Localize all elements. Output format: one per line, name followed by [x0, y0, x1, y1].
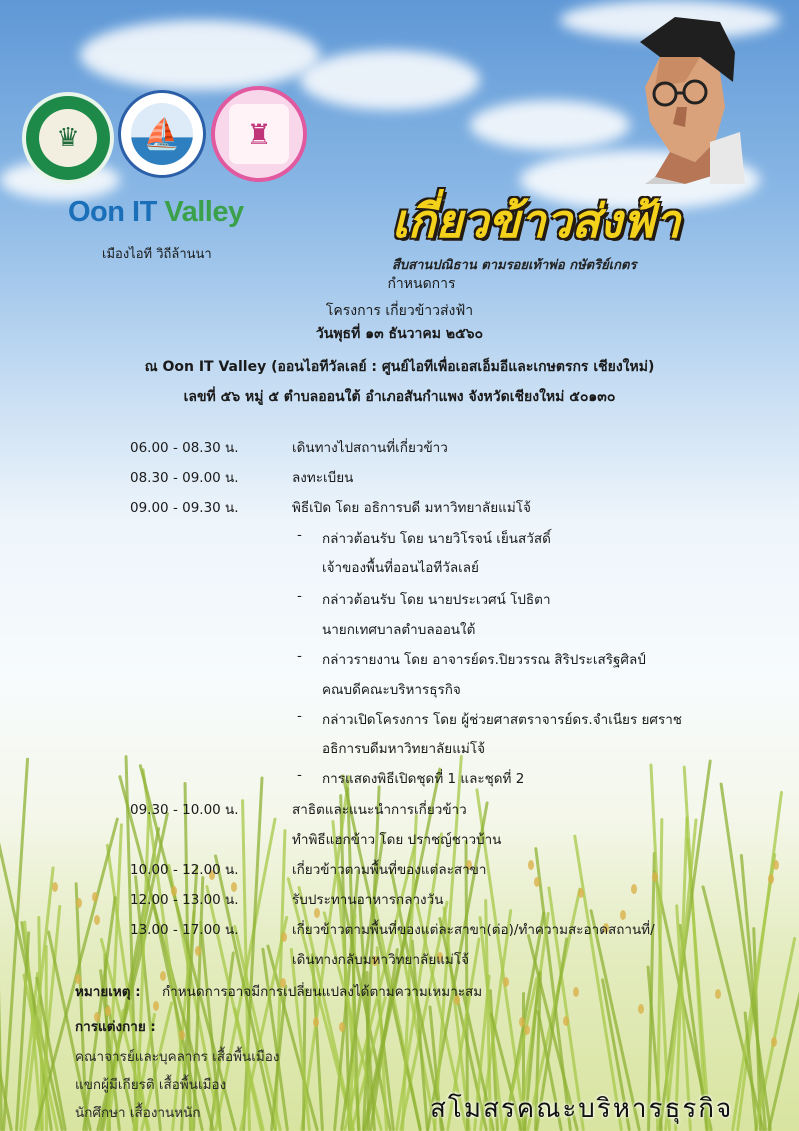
dress-code-item: แขกผู้มีเกียรติ เสื้อพื้นเมือง: [75, 1077, 227, 1093]
rice-grain: [768, 874, 774, 884]
dress-code-item: นักศึกษา เสื้องานหนัก: [75, 1105, 201, 1121]
rice-grain: [773, 860, 779, 870]
schedule-time: 06.00 - 08.30 น.: [130, 440, 239, 456]
rice-grain: [563, 1016, 569, 1026]
schedule-activity: รับประทานอาหารกลางวัน: [292, 892, 444, 908]
schedule-activity: พิธีเปิด โดย อธิการบดี มหาวิทยาลัยแม่โจ้: [292, 500, 531, 516]
schedule-time: 13.00 - 17.00 น.: [130, 922, 239, 938]
grass-blade: [573, 834, 623, 1131]
note-label: หมายเหตุ :: [75, 984, 141, 1000]
list-bullet: -: [297, 648, 302, 664]
dress-code-item: คณาจารย์และบุคลากร เสื้อพื้นเมือง: [75, 1049, 280, 1065]
grass-blade: [664, 818, 698, 1131]
opening-item-role: คณบดีคณะบริหารธุรกิจ: [322, 682, 461, 698]
opening-item: การแสดงพิธีเปิดชุดที่ 1 และชุดที่ 2: [322, 771, 525, 787]
opening-item: กล่าวรายงาน โดย อาจารย์ดร.ปิยวรรณ สิริประเสริฐศิลป์: [322, 652, 646, 668]
dress-code-label: การแต่งกาย :: [75, 1019, 156, 1035]
list-bullet: -: [297, 588, 302, 604]
brand-subtitle: เมืองไอที วิถีล้านนา: [102, 247, 212, 262]
rice-grain: [573, 987, 579, 997]
elephant-icon: ♜: [229, 104, 289, 164]
on-tai-municipality-logo: [211, 86, 307, 182]
rice-grain: [631, 884, 637, 894]
rice-grain: [519, 1017, 525, 1027]
cloud: [470, 100, 630, 150]
event-title: เกี่ยวข้าวส่งฟ้า: [392, 194, 681, 248]
schedule-time: 12.00 - 13.00 น.: [130, 892, 239, 908]
opening-item-role: อธิการบดีมหาวิทยาลัยแม่โจ้: [322, 741, 485, 757]
event-date: วันพุธที่ ๑๓ ธันวาคม ๒๕๖๐: [315, 326, 484, 342]
cloud: [300, 50, 480, 110]
maejo-university-logo: [22, 92, 114, 184]
rice-grain: [771, 1037, 777, 1047]
note-text: กำหนดการอาจมีการเปลี่ยนแปลงได้ตามความเหมาะสม: [162, 984, 483, 1000]
seal-icon: ♛: [39, 109, 97, 167]
rice-grain: [715, 989, 721, 999]
opening-item: กล่าวต้อนรับ โดย นายประเวศน์ โปธิตา: [322, 592, 551, 608]
organizer-footer: สโมสรคณะบริหารธุรกิจ: [430, 1094, 734, 1124]
agenda-heading: กำหนดการ: [387, 276, 456, 292]
schedule-time: 10.00 - 12.00 น.: [130, 862, 239, 878]
schedule-activity: สาธิตและแนะนำการเกี่ยวข้าว: [292, 802, 467, 818]
sailboat-icon: ⛵: [131, 103, 193, 165]
schedule-activity: เดินทางไปสถานที่เกี่ยวข้าว: [292, 440, 448, 456]
schedule-time: 09.00 - 09.30 น.: [130, 500, 239, 516]
event-venue: ณ Oon IT Valley (ออนไอทีวัลเลย์ : ศูนย์ไอทีเพื่อเอสเอ็มอีและเกษตรกร เชียงใหม่): [144, 359, 655, 375]
rice-grain: [578, 888, 584, 898]
list-bullet: -: [297, 708, 302, 724]
rice-grain: [534, 877, 540, 887]
opening-item-role: นายกเทศบาลตำบลออนใต้: [322, 622, 476, 638]
project-name: โครงการ เกี่ยวข้าวส่งฟ้า: [325, 303, 474, 319]
brand-name-part2: Valley: [164, 196, 244, 228]
rice-grain: [638, 1004, 644, 1014]
event-address: เลขที่ ๕๖ หมู่ ๕ ตำบลออนใต้ อำเภอสันกำแพง จังหวัดเชียงใหม่ ๕๐๑๓๐: [183, 389, 616, 405]
rice-grain: [313, 1017, 319, 1027]
rice-grain: [195, 946, 201, 956]
opening-item-role: เจ้าของพื้นที่ออนไอทีวัลเลย์: [322, 560, 479, 576]
rice-grain: [92, 892, 98, 902]
grass-blade: [199, 921, 222, 1131]
rice-grain: [52, 882, 58, 892]
list-bullet: -: [297, 767, 302, 783]
schedule-activity-cont: ทำพิธีแฮกข้าว โดย ปราชญ์ชาวบ้าน: [292, 832, 502, 848]
rice-grain: [339, 1022, 345, 1032]
oon-it-valley-logo: [68, 196, 244, 229]
rice-grain: [179, 1030, 185, 1040]
cloud: [80, 20, 320, 90]
schedule-activity: ลงทะเบียน: [292, 470, 354, 486]
rice-grain: [76, 898, 82, 908]
list-bullet: -: [297, 527, 302, 543]
schedule-activity: เกี่ยวข้าวตามพื้นที่ของแต่ละสาขา: [292, 862, 487, 878]
opening-item: กล่าวต้อนรับ โดย นายวิโรจน์ เย็นสวัสดิ์: [322, 531, 551, 547]
rice-grain: [528, 860, 534, 870]
rice-grain: [503, 977, 509, 987]
schedule-activity-cont: เดินทางกลับมหาวิทยาลัยแม่โจ้: [292, 952, 469, 968]
business-administration-logo: [118, 90, 206, 178]
schedule-time: 08.30 - 09.00 น.: [130, 470, 239, 486]
rice-grain: [524, 1025, 530, 1035]
schedule-activity: เกี่ยวข้าวตามพื้นที่ของแต่ละสาขา(ต่อ)/ทำความสะอาดสถานที่/: [292, 922, 655, 938]
schedule-time: 09.30 - 10.00 น.: [130, 802, 239, 818]
rice-grain: [94, 915, 100, 925]
rice-grain: [652, 872, 658, 882]
brand-name-part1: Oon IT: [68, 196, 165, 228]
rice-grain: [281, 932, 287, 942]
event-tagline: สืบสานปณิธาน ตามรอยเท้าพ่อ กษัตริย์เกตร: [392, 258, 637, 273]
rice-grain: [153, 1001, 159, 1011]
king-portrait-illustration: [615, 12, 745, 184]
opening-item: กล่าวเปิดโครงการ โดย ผู้ช่วยศาสตราจารย์ดร.จำเนียร ยศราช: [322, 712, 682, 728]
